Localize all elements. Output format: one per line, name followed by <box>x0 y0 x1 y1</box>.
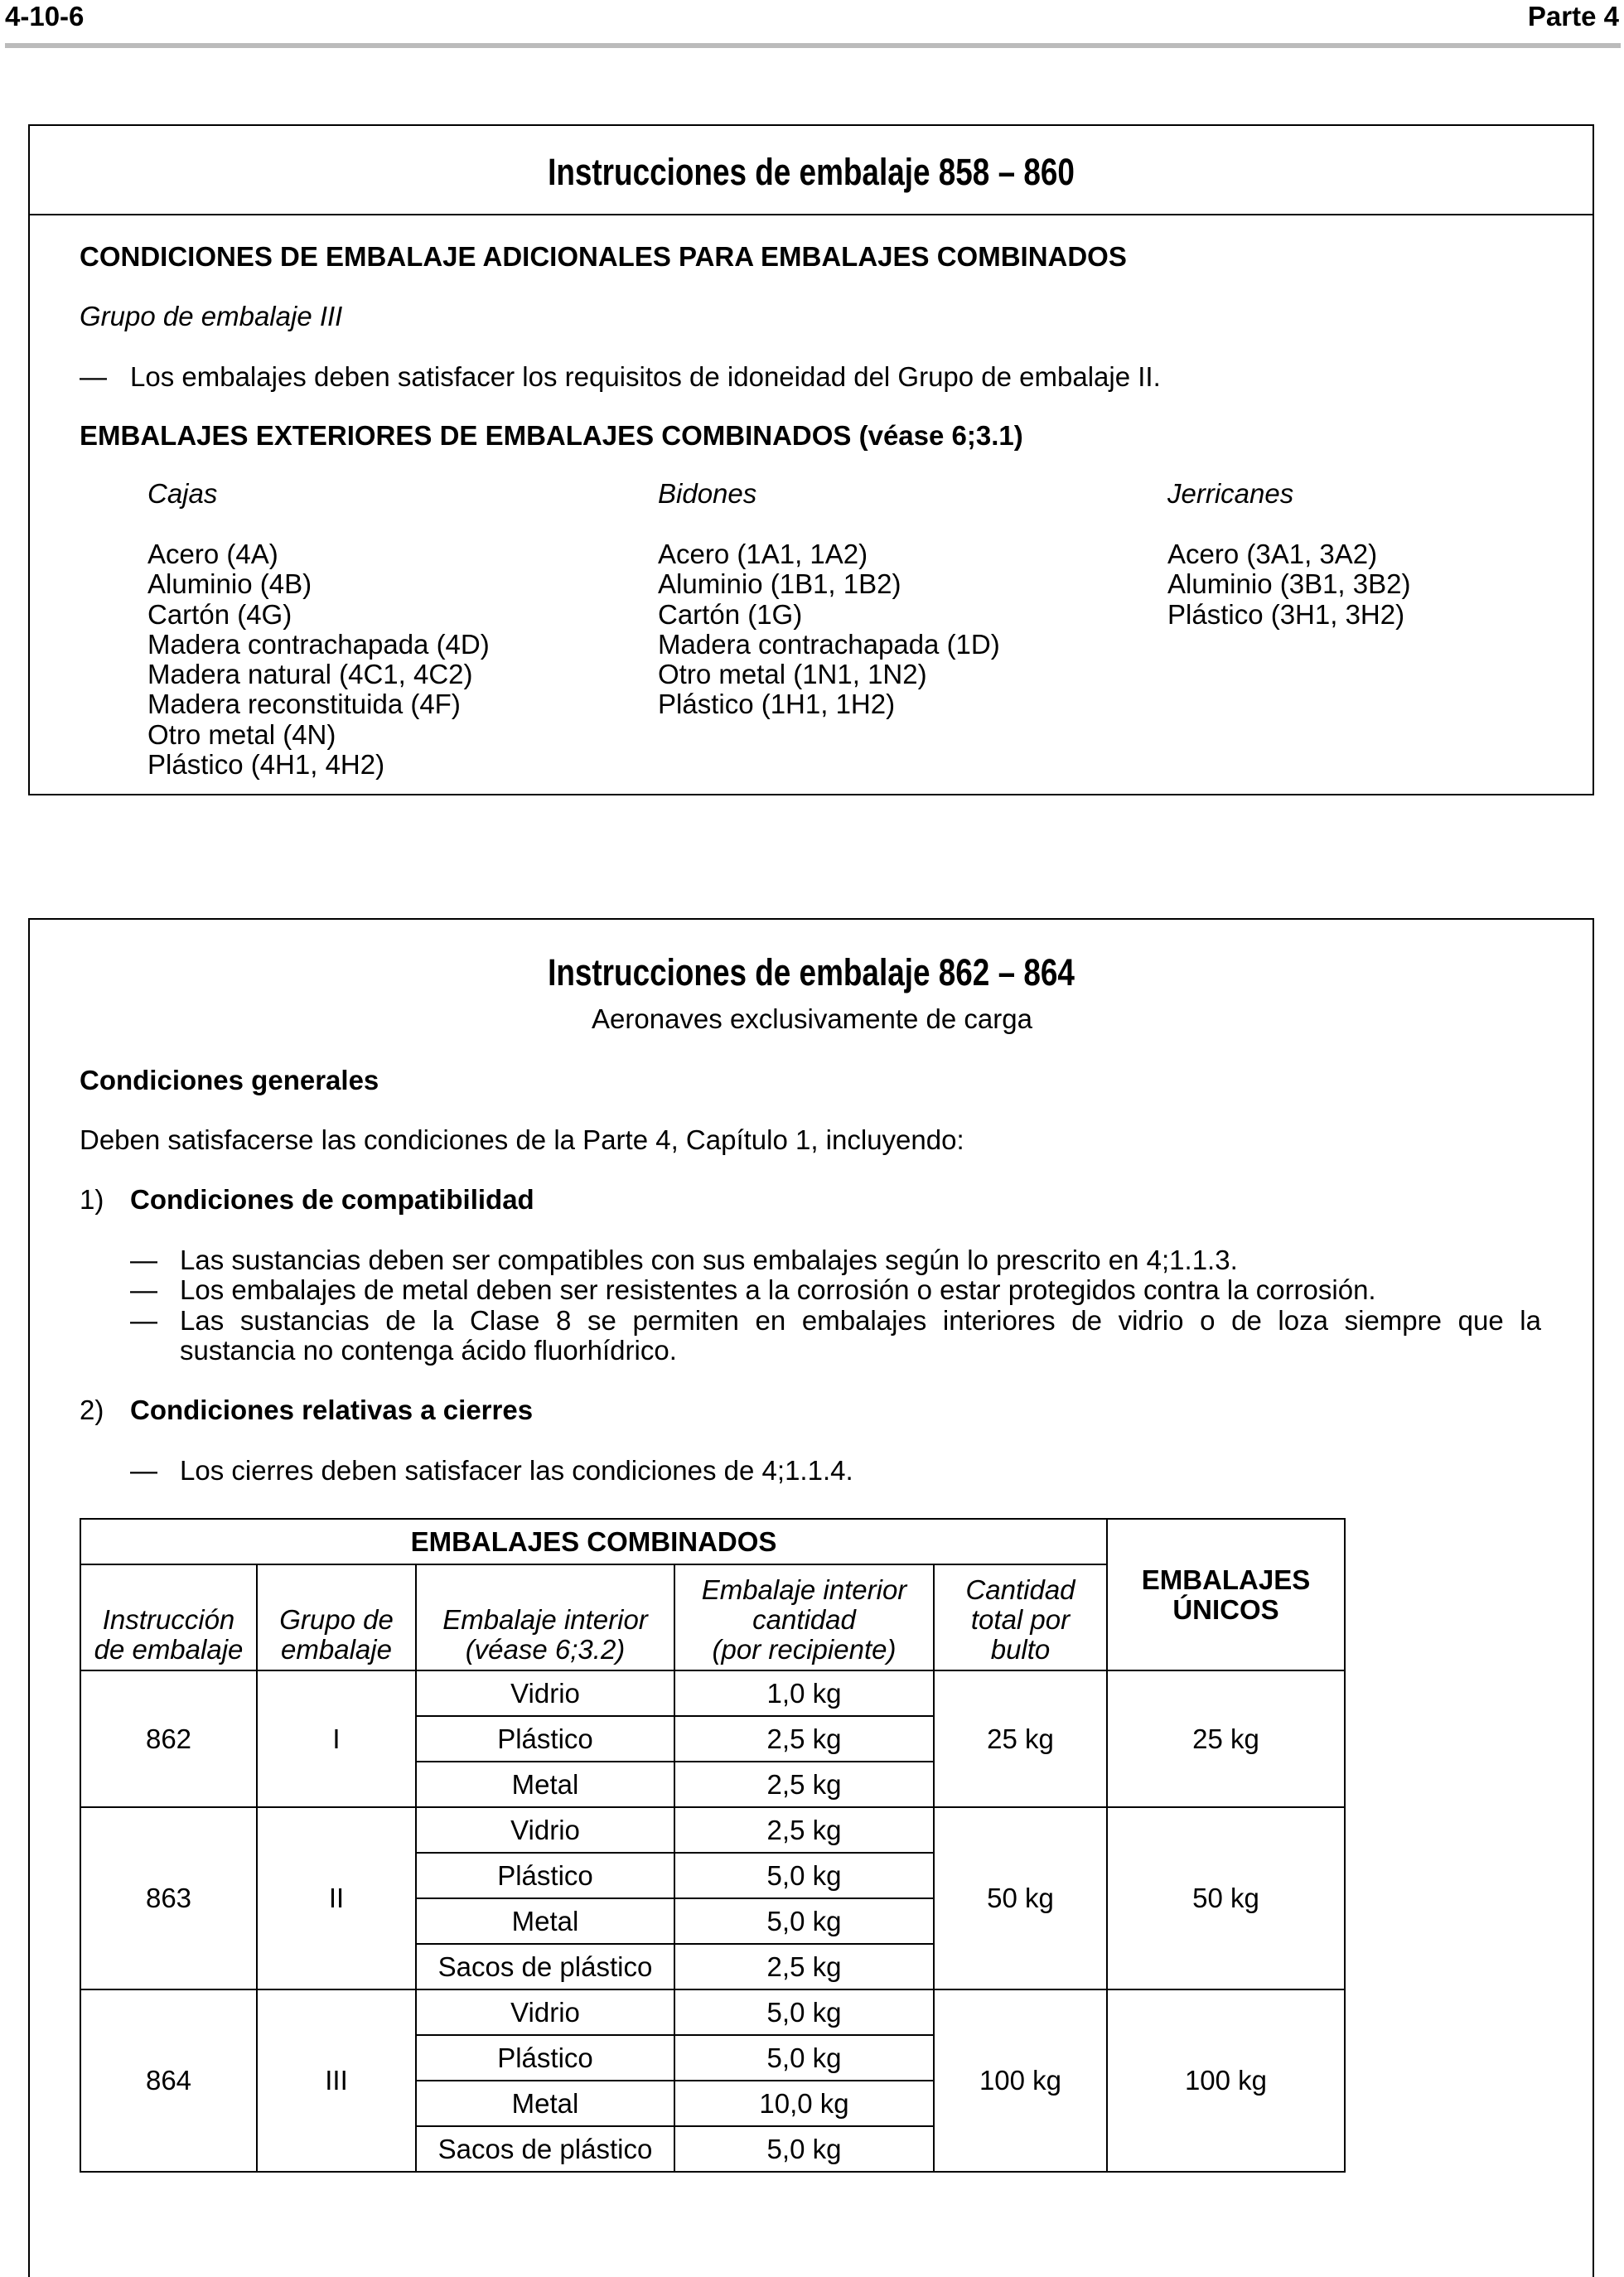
header-line: de embalaje <box>94 1634 244 1665</box>
inner-packaging: Sacos de plástico <box>416 2126 674 2172</box>
inner-quantity: 10,0 kg <box>674 2081 934 2126</box>
section-title: Instrucciones de embalaje 862 – 864 <box>548 951 1075 993</box>
header-line: EMBALAJES <box>1141 1564 1311 1595</box>
list-item: Acero (3A1, 3A2) <box>1167 539 1378 569</box>
inner-quantity: 2,5 kg <box>674 1944 934 1989</box>
single-packaging-quantity: 50 kg <box>1107 1807 1345 1989</box>
general-conditions-heading: Condiciones generales <box>80 1065 379 1095</box>
list-item: Aluminio (3B1, 3B2) <box>1167 568 1411 600</box>
single-packaging-quantity: 25 kg <box>1107 1670 1345 1807</box>
instruction-number: 864 <box>80 1989 257 2172</box>
combined-packagings-header: EMBALAJES COMBINADOS <box>80 1519 1107 1564</box>
inner-packaging: Metal <box>416 1762 674 1807</box>
header-line: Grupo de <box>279 1604 394 1635</box>
condition-2-title: Condiciones relativas a cierres <box>130 1395 534 1425</box>
list-item: Madera contrachapada (4D) <box>147 628 490 660</box>
list-item: Cartón (4G) <box>147 598 292 630</box>
header-line: Instrucción <box>102 1604 235 1635</box>
header-line: embalaje <box>281 1634 392 1665</box>
list-item: Otro metal (1N1, 1N2) <box>658 659 927 690</box>
total-per-package: 100 kg <box>934 1989 1107 2172</box>
inner-packaging: Plástico <box>416 1716 674 1762</box>
boxes-list <box>147 539 490 780</box>
compatibility-item-continued: sustancia no contenga ácido fluorhídrico. <box>180 1335 677 1366</box>
packing-group: I <box>257 1670 416 1807</box>
part-label: Parte 4 <box>1527 1 1619 31</box>
inner-packaging: Metal <box>416 2081 674 2126</box>
outer-packagings-heading: EMBALAJES EXTERIORES DE EMBALAJES COMBINADOS (véase 6;3.1) <box>80 420 1023 451</box>
inner-packaging: Plástico <box>416 2035 674 2081</box>
header-divider <box>5 43 1621 48</box>
inner-packaging: Vidrio <box>416 1807 674 1853</box>
condition-1-title: Condiciones de compatibilidad <box>130 1184 534 1215</box>
closures-item: Los cierres deben satisfacer las condiciones de 4;1.1.4. <box>180 1455 853 1486</box>
intro-text: Deben satisfacerse las condiciones de la Parte 4, Capítulo 1, incluyendo: <box>80 1124 964 1155</box>
header-line: Cantidad <box>965 1574 1075 1605</box>
list-item: Plástico (1H1, 1H2) <box>658 689 896 720</box>
inner-packaging: Vidrio <box>416 1670 674 1716</box>
section-subtitle: Aeronaves exclusivamente de carga <box>592 1003 1032 1034</box>
inner-packaging: Metal <box>416 1898 674 1944</box>
header-line: ÚNICOS <box>1172 1593 1279 1625</box>
compatibility-item: Las sustancias de la Clase 8 se permiten en embalajes interiores de vidrio o de loza siempre que la <box>180 1305 1541 1336</box>
inner-quantity: 5,0 kg <box>674 1989 934 2035</box>
single-packaging-quantity: 100 kg <box>1107 1989 1345 2172</box>
instruction-column-header <box>80 1564 257 1670</box>
dash-bullet: — <box>130 1455 157 1486</box>
inner-quantity: 1,0 kg <box>674 1670 934 1716</box>
additional-conditions-heading: CONDICIONES DE EMBALAJE ADICIONALES PARA EMBALAJES COMBINADOS <box>80 241 1127 272</box>
total-per-package: 50 kg <box>934 1807 1107 1989</box>
list-item: Madera contrachapada (1D) <box>658 628 1000 660</box>
list-item: Aluminio (4B) <box>147 568 312 600</box>
header-line: Embalaje interior <box>701 1574 907 1605</box>
inner-quantity: 5,0 kg <box>674 1853 934 1898</box>
inner-packaging-column-header <box>416 1564 674 1670</box>
dash-bullet: — <box>130 1305 157 1336</box>
page-reference: 4-10-6 <box>5 1 85 31</box>
dash-bullet: — <box>130 1274 157 1305</box>
title-bar <box>30 126 1593 215</box>
instruction-number: 863 <box>80 1807 257 1989</box>
packing-group: II <box>257 1807 416 1989</box>
inner-quantity: 5,0 kg <box>674 2035 934 2081</box>
list-item: Madera natural (4C1, 4C2) <box>147 659 473 690</box>
list-item: Acero (1A1, 1A2) <box>658 539 868 569</box>
drums-list <box>658 539 1000 720</box>
list-item: Acero (4A) <box>147 539 278 569</box>
group-column-header <box>257 1564 416 1670</box>
list-item: Cartón (1G) <box>658 598 803 630</box>
list-item: Otro metal (4N) <box>147 718 336 750</box>
inner-quantity: 2,5 kg <box>674 1762 934 1807</box>
column-title-drums: Bidones <box>658 478 757 509</box>
compatibility-item: Los embalajes de metal deben ser resistentes a la corrosión o estar protegidos contra la corrosión. <box>180 1274 1376 1305</box>
inner-quantity: 2,5 kg <box>674 1716 934 1762</box>
inner-quantity: 5,0 kg <box>674 1898 934 1944</box>
inner-quantity-column-header <box>674 1564 934 1670</box>
jerricans-list <box>1167 539 1410 630</box>
requirement-text: Los embalajes deben satisfacer los requisitos de idoneidad del Grupo de embalaje II. <box>130 361 1161 392</box>
packing-group-label: Grupo de embalaje III <box>80 301 343 331</box>
inner-quantity: 5,0 kg <box>674 2126 934 2172</box>
condition-2-number: 2) <box>80 1395 104 1425</box>
column-title-boxes: Cajas <box>147 478 218 509</box>
list-item: Madera reconstituida (4F) <box>147 689 461 720</box>
header-line: cantidad <box>752 1604 856 1635</box>
single-packagings-header <box>1107 1519 1345 1670</box>
dash-bullet: — <box>80 361 107 392</box>
instruction-number: 862 <box>80 1670 257 1807</box>
list-item: Plástico (3H1, 3H2) <box>1167 598 1405 630</box>
header-line: (véase 6;3.2) <box>465 1634 626 1665</box>
list-item: Plástico (4H1, 4H2) <box>147 749 385 781</box>
packing-quantity-table <box>80 1518 1346 2173</box>
total-quantity-column-header <box>934 1564 1107 1670</box>
total-per-package: 25 kg <box>934 1670 1107 1807</box>
section-title: Instrucciones de embalaje 858 – 860 <box>548 151 1075 193</box>
header-line: (por recipiente) <box>712 1634 897 1665</box>
inner-quantity: 2,5 kg <box>674 1807 934 1853</box>
header-line: total por <box>970 1604 1071 1635</box>
packing-group: III <box>257 1989 416 2172</box>
dash-bullet: — <box>130 1245 157 1275</box>
list-item: Aluminio (1B1, 1B2) <box>658 568 901 600</box>
header-line: bulto <box>990 1634 1051 1665</box>
compatibility-item: Las sustancias deben ser compatibles con sus embalajes según lo prescrito en 4;1.1.3. <box>180 1245 1238 1275</box>
header-line: Embalaje interior <box>442 1604 648 1635</box>
inner-packaging: Sacos de plástico <box>416 1944 674 1989</box>
condition-1-number: 1) <box>80 1184 104 1215</box>
inner-packaging: Plástico <box>416 1853 674 1898</box>
inner-packaging: Vidrio <box>416 1989 674 2035</box>
column-title-jerricans: Jerricanes <box>1167 478 1294 509</box>
